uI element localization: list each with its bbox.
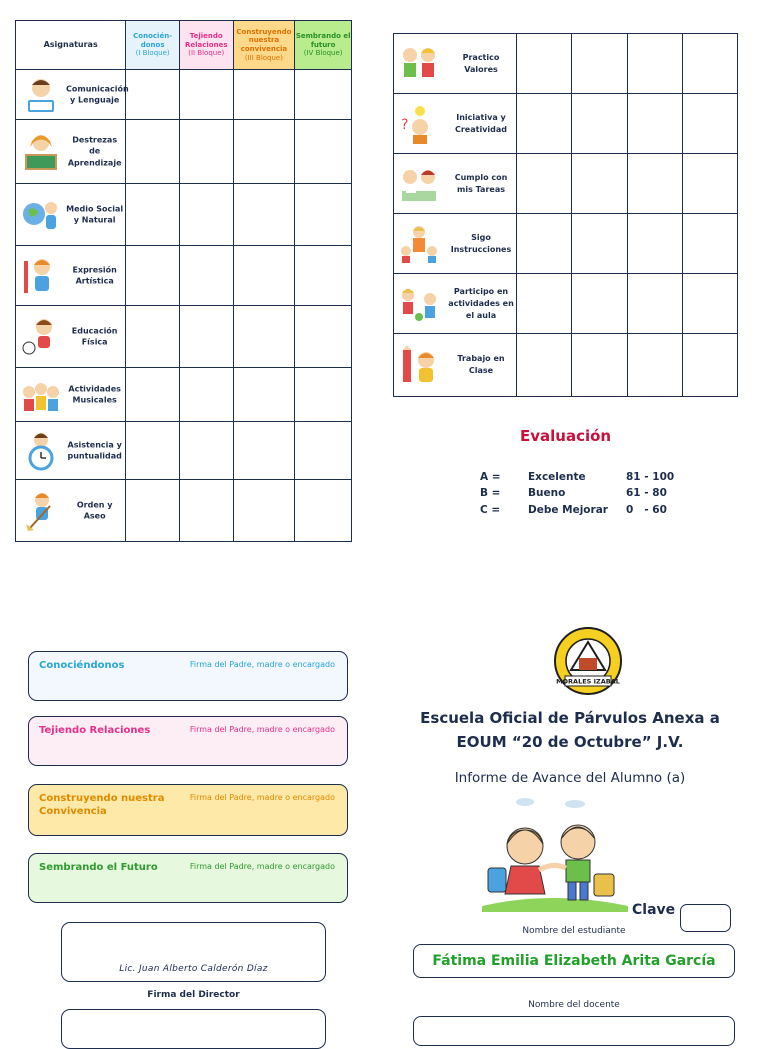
teacher-name-field[interactable] <box>413 1016 735 1046</box>
grade-cell[interactable] <box>126 306 180 368</box>
parent-signature-label: Firma del Padre, madre o encargado <box>189 660 335 669</box>
child-chalkboard-icon <box>20 131 62 173</box>
value-cell[interactable] <box>682 214 737 274</box>
value-label: Trabajo en Clase <box>457 354 505 375</box>
grade-cell[interactable] <box>179 246 233 306</box>
signature-box-construyendo[interactable] <box>28 784 348 836</box>
svg-text:?: ? <box>401 116 409 133</box>
children-homework-icon <box>398 163 440 205</box>
subject-musicales <box>16 368 126 422</box>
value-label: Sigo Instrucciones <box>450 232 512 254</box>
subject-educacion-fisica <box>16 306 126 368</box>
director-name: Lic. Juan Alberto Calderón Díaz <box>119 964 268 974</box>
grade-cell[interactable] <box>295 306 352 368</box>
seal-text: MORALES IZABAL <box>556 677 620 686</box>
value-cell[interactable] <box>627 94 682 154</box>
grade-cell[interactable] <box>179 306 233 368</box>
grade-cell[interactable] <box>295 246 352 306</box>
value-cell[interactable] <box>682 274 737 334</box>
children-illustration <box>480 790 630 920</box>
subject-label: Comunicación y Lenguaje <box>66 83 129 105</box>
value-cell[interactable] <box>517 334 572 397</box>
subject-label: Actividades Musicales <box>68 383 121 405</box>
student-name: Fátima Emilia Elizabeth Arita García <box>432 953 716 969</box>
value-cell[interactable] <box>682 94 737 154</box>
subject-expresion <box>16 246 126 306</box>
grade-cell[interactable] <box>126 368 180 422</box>
school-seal-logo <box>553 626 623 696</box>
school-name-line-1: Escuela Oficial de Párvulos Anexa a <box>420 709 720 727</box>
grade-cell[interactable] <box>295 120 352 184</box>
value-cumplo-tareas <box>394 154 517 214</box>
header-subjects: Asignaturas <box>16 21 126 70</box>
child-lightbulb-icon <box>398 103 440 145</box>
value-cell[interactable] <box>572 334 627 397</box>
header-bloque-1 <box>126 21 180 70</box>
parent-signature-label: Firma del Padre, madre o encargado <box>189 793 335 802</box>
value-cell[interactable] <box>572 274 627 334</box>
grade-cell[interactable] <box>179 70 233 120</box>
teacher-label: Nombre del docente <box>528 1000 620 1010</box>
evaluation-label: Bueno <box>528 487 566 499</box>
value-sigo-instrucciones <box>394 214 517 274</box>
evaluation-range: 81 - 100 <box>626 471 675 483</box>
evaluation-letter: B = <box>480 487 501 499</box>
header-bloque-3-sub: (III Bloque) <box>244 53 283 62</box>
header-bloque-4-title: Sembrando el futuro <box>295 31 351 49</box>
subject-label: Destrezas de Aprendizaje <box>67 135 122 168</box>
value-cell[interactable] <box>517 94 572 154</box>
grade-cell[interactable] <box>233 70 295 120</box>
value-cell[interactable] <box>627 34 682 94</box>
value-cell[interactable] <box>517 214 572 274</box>
value-cell[interactable] <box>517 34 572 94</box>
value-cell[interactable] <box>627 154 682 214</box>
evaluation-letter: C = <box>480 504 501 516</box>
values-table <box>393 33 738 397</box>
value-label: Practico Valores <box>462 52 500 74</box>
value-cell[interactable] <box>517 154 572 214</box>
director-label: Firma del Director <box>147 990 240 1000</box>
header-bloque-3 <box>233 21 295 70</box>
grade-cell[interactable] <box>126 70 180 120</box>
evaluation-letter: A = <box>480 471 501 483</box>
subject-label: Medio Social y Natural <box>66 203 124 225</box>
block-name: Tejiendo Relaciones <box>39 725 151 736</box>
report-title: Informe de Avance del Alumno (a) <box>454 770 686 786</box>
grade-cell[interactable] <box>233 422 295 480</box>
grade-cell[interactable] <box>126 246 180 306</box>
grade-cell[interactable] <box>295 184 352 246</box>
value-iniciativa <box>394 94 517 154</box>
header-bloque-1-sub: (I Bloque) <box>135 49 170 58</box>
subject-asistencia <box>16 422 126 480</box>
grade-cell[interactable] <box>126 184 180 246</box>
director-signature-box[interactable] <box>61 922 326 982</box>
grade-cell[interactable] <box>126 120 180 184</box>
value-cell[interactable] <box>572 94 627 154</box>
grade-cell[interactable] <box>295 70 352 120</box>
child-globe-icon <box>20 194 62 236</box>
subject-orden <box>16 480 126 542</box>
value-practico-valores <box>394 34 517 94</box>
clave-label: Clave <box>632 902 676 918</box>
subject-medio-social <box>16 184 126 246</box>
grade-cell[interactable] <box>233 246 295 306</box>
signature-box-conociendonos[interactable] <box>28 651 348 701</box>
header-bloque-2-title: Tejiendo Relaciones <box>184 31 228 49</box>
school-name-line-2: EOUM “20 de Octubre” J.V. <box>456 733 684 751</box>
subject-label: Expresión Artística <box>72 264 117 286</box>
header-bloque-3-title: Construyendo nuestra convivencia <box>236 27 292 53</box>
value-cell[interactable] <box>572 154 627 214</box>
extra-signature-box[interactable] <box>61 1009 326 1049</box>
value-cell[interactable] <box>682 34 737 94</box>
grade-cell[interactable] <box>295 480 352 542</box>
header-bloque-4 <box>295 21 352 70</box>
child-football-icon <box>20 316 62 358</box>
grade-cell[interactable] <box>233 120 295 184</box>
evaluation-label: Excelente <box>528 471 586 483</box>
value-cell[interactable] <box>627 214 682 274</box>
signature-box-tejiendo[interactable] <box>28 716 348 766</box>
teacher-children-icon <box>398 223 440 265</box>
value-cell[interactable] <box>627 334 682 397</box>
child-reading-icon <box>20 74 62 116</box>
value-trabajo-clase <box>394 334 517 397</box>
value-cell[interactable] <box>682 154 737 214</box>
value-cell[interactable] <box>517 274 572 334</box>
subject-destrezas <box>16 120 126 184</box>
value-cell[interactable] <box>682 334 737 397</box>
children-singing-icon <box>20 374 62 416</box>
children-sharing-icon <box>398 43 440 85</box>
child-broom-icon <box>20 490 62 532</box>
header-bloque-1-title: Conocién-donos <box>133 31 173 49</box>
child-painting-icon <box>20 255 62 297</box>
grade-cell[interactable] <box>233 480 295 542</box>
grade-cell[interactable] <box>295 368 352 422</box>
value-label: Cumplo con mis Tareas <box>454 172 508 194</box>
evaluation-title: Evaluación <box>520 427 612 445</box>
student-label: Nombre del estudiante <box>522 926 626 936</box>
grade-cell[interactable] <box>126 422 180 480</box>
value-participo <box>394 274 517 334</box>
value-label: Iniciativa y Creatividad <box>454 112 507 134</box>
grade-cell[interactable] <box>126 480 180 542</box>
subject-label: Orden y Aseo <box>76 499 113 521</box>
header-bloque-2 <box>179 21 233 70</box>
evaluation-range: 0 - 60 <box>626 504 667 516</box>
header-bloque-2-sub: (II Bloque) <box>188 49 225 58</box>
evaluation-label: Debe Mejorar <box>528 504 608 516</box>
value-cell[interactable] <box>572 214 627 274</box>
grade-cell[interactable] <box>233 306 295 368</box>
block-name: Sembrando el Futuro <box>39 862 158 873</box>
grade-cell[interactable] <box>233 184 295 246</box>
grade-cell[interactable] <box>179 368 233 422</box>
children-playing-icon <box>398 283 440 325</box>
student-name-field[interactable] <box>413 944 735 978</box>
signature-box-sembrando[interactable] <box>28 853 348 903</box>
value-cell[interactable] <box>627 274 682 334</box>
header-bloque-4-sub: (IV Bloque) <box>303 49 343 58</box>
subject-comunicacion <box>16 70 129 120</box>
value-cell[interactable] <box>572 34 627 94</box>
subject-label: Educación Física <box>71 325 118 347</box>
block-name: Construyendo nuestra Convivencia <box>39 793 165 817</box>
child-clock-icon <box>20 430 62 472</box>
block-name: Conociéndonos <box>39 660 125 671</box>
grades-table <box>15 20 352 542</box>
parent-signature-label: Firma del Padre, madre o encargado <box>189 725 335 734</box>
grade-cell[interactable] <box>179 422 233 480</box>
parent-signature-label: Firma del Padre, madre o encargado <box>189 862 335 871</box>
value-label: Participo en actividades en el aula <box>448 286 514 320</box>
grade-cell[interactable] <box>295 422 352 480</box>
child-pencil-icon <box>398 344 440 386</box>
grade-cell[interactable] <box>179 120 233 184</box>
evaluation-range: 61 - 80 <box>626 487 667 499</box>
subject-label: Asistencia y puntualidad <box>67 439 122 461</box>
grade-cell[interactable] <box>179 480 233 542</box>
grade-cell[interactable] <box>233 368 295 422</box>
grade-cell[interactable] <box>179 184 233 246</box>
